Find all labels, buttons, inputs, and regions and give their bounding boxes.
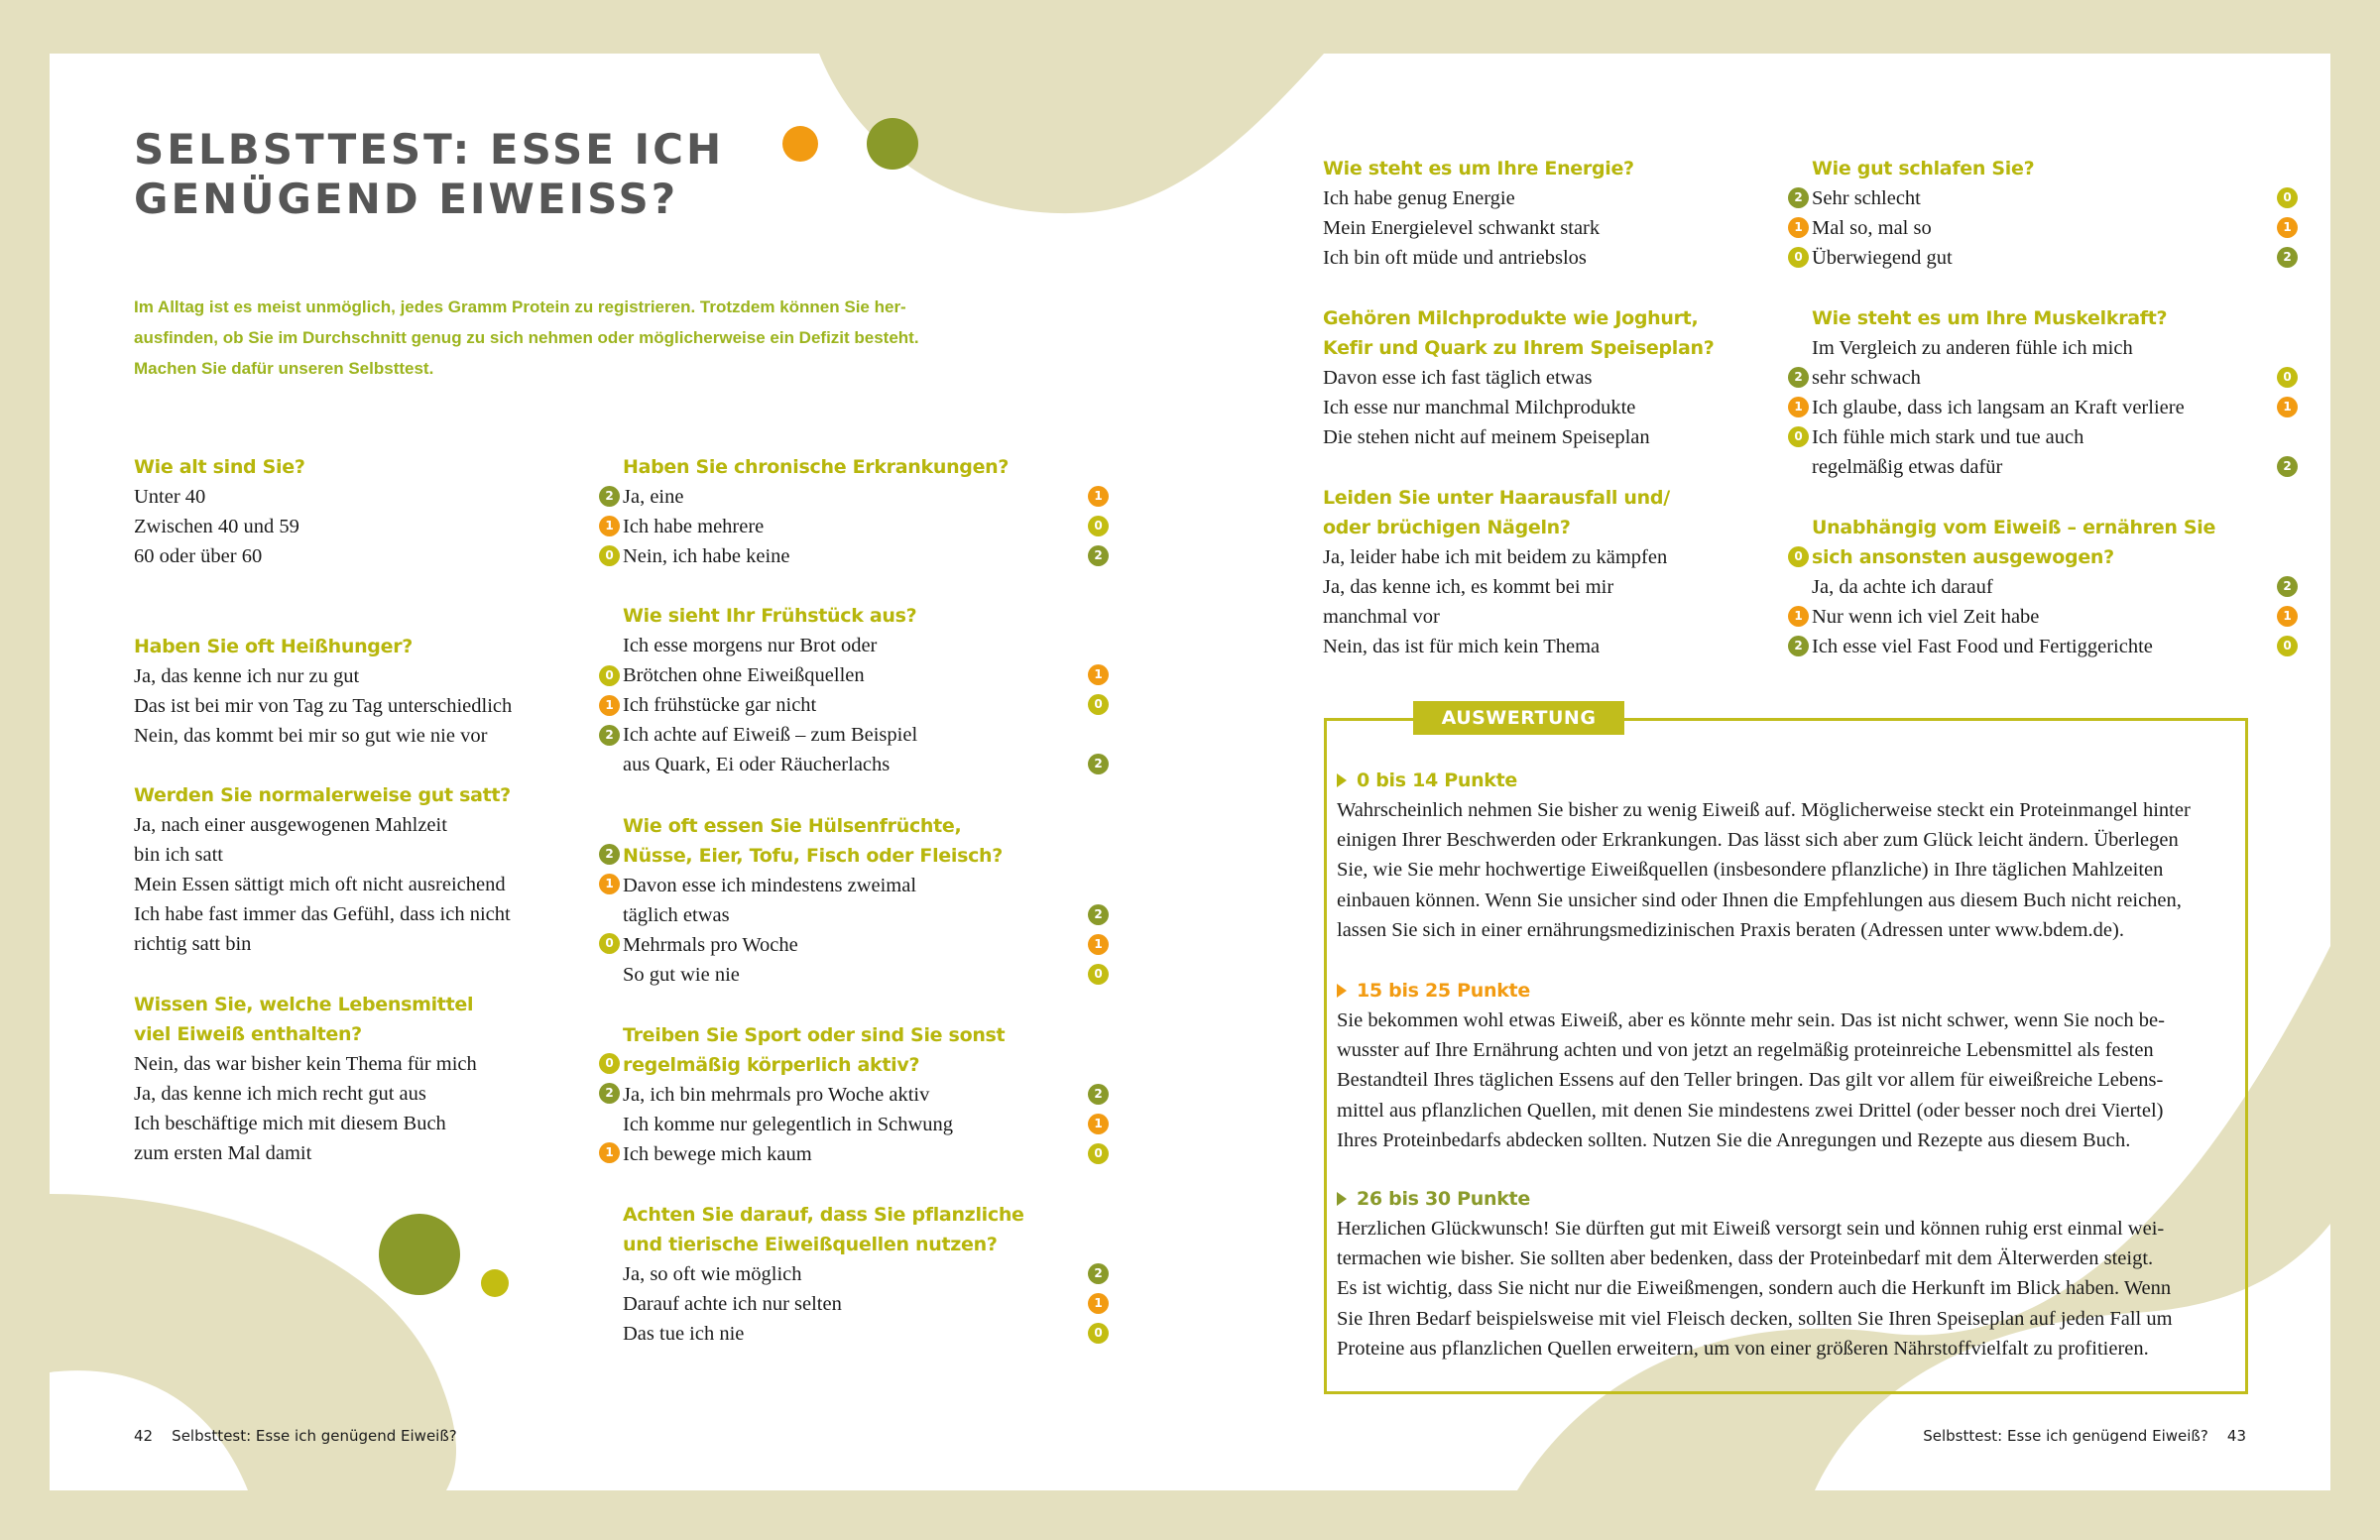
points-badge: 0 [2277,636,2298,656]
answer-option [1323,213,1809,243]
answer-text: Ich esse viel Fast Food und Fertiggerichte [1812,636,2153,657]
question-block [623,1020,1109,1169]
answer-text: Ich bin oft müde und antriebslos [1323,247,1587,269]
answer-option [134,721,620,751]
points-badge: 1 [1088,486,1109,507]
answer-text: Zwischen 40 und 59 [134,516,299,537]
points-badge: 0 [599,665,620,686]
question-block [623,1200,1109,1349]
score-description: Wahrscheinlich nehmen Sie bisher zu wenig Eiweiß auf. Möglicherweise steckt ein Proteinmangel hinter einigen Ihrer Beschwerden oder Erkrankungen. Das lässt sich aber zum Glück leicht ändern. Überlegen Sie, wie Sie mehr hochwertige Eiweißquellen (insbesondere pflanzliche) in Ihre täglichen Mahlzeiten einbauen können. Wenn Sie unsicher sind oder Ihnen die Empfehlungen aus diesem Buch nicht reichen, lassen Sie sich in einer ernährungsmedizinischen Praxis beraten (Adressen unter www.bdem.de). [1337,799,2191,941]
answer-text: Ich beschäftige mich mit diesem Buch zum ersten Mal damit [134,1113,446,1164]
answer-option [1812,183,2298,213]
answer-text: Überwiegend gut [1812,247,1953,269]
question-block [623,452,1109,571]
points-badge: 0 [1088,516,1109,536]
points-badge: 0 [1088,1323,1109,1344]
answer-option [1323,422,1809,452]
triangle-bullet-icon [1337,773,1347,787]
answer-option [623,1289,1109,1319]
question-heading: Wie alt sind Sie? [134,456,305,478]
points-badge: 0 [1088,964,1109,985]
points-badge: 2 [1788,187,1809,208]
points-badge: 0 [599,1053,620,1074]
evaluation-section [1337,1184,2234,1363]
points-badge: 2 [1088,754,1109,774]
answer-text: Das ist bei mir von Tag zu Tag unterschiedlich [134,695,513,717]
answer-option [623,1259,1109,1289]
answer-text: Ich achte auf Eiweiß – zum Beispiel aus Quark, Ei oder Räucherlachs [623,724,918,775]
answer-option [623,512,1109,541]
points-badge: 2 [599,1083,620,1104]
points-badge: 1 [599,874,620,894]
points-badge: 2 [599,486,620,507]
answer-option [1323,632,1809,661]
answer-text: Mehrmals pro Woche [623,934,798,956]
running-title-left: Selbsttest: Esse ich genügend Eiweiß? [172,1427,457,1445]
answer-text: Darauf achte ich nur selten [623,1293,842,1315]
question-block [1323,154,1809,273]
evaluation-section [1337,766,2234,945]
points-badge: 1 [599,1142,620,1163]
score-range-text: 26 bis 30 Punkte [1357,1188,1530,1210]
olive-dot-large [379,1214,460,1295]
answer-text: Mein Essen sättigt mich oft nicht ausreichend [134,874,506,895]
answer-option [134,512,620,541]
points-badge: 1 [2277,217,2298,238]
points-badge: 1 [1088,1114,1109,1134]
answer-text: Ich habe fast immer das Gefühl, dass ich nicht richtig satt bin [134,903,511,955]
answer-option [134,899,620,959]
answer-text: Davon esse ich mindestens zweimal täglich etwas [623,875,917,926]
intro-text: Im Alltag ist es meist unmöglich, jedes Gramm Protein zu registrieren. Trotzdem können Sie her- ausfinden, ob Sie im Durchschnitt genug zu sich nehmen oder möglicherweise ein Defizit besteht. Machen Sie dafür unseren Selbsttest. [134,297,919,378]
answer-text: Ja, das kenne ich, es kommt bei mir manchmal vor [1323,576,1614,628]
question-block [134,452,620,571]
answer-text: Ich komme nur gelegentlich in Schwung [623,1114,954,1135]
question-heading: Gehören Milchprodukte wie Joghurt, Kefir und Quark zu Ihrem Speiseplan? [1323,307,1715,359]
answer-text: Ja, das kenne ich mich recht gut aus [134,1083,426,1105]
question-block [1812,513,2298,661]
answer-text: So gut wie nie [623,964,740,986]
answer-option [1812,572,2298,602]
answer-text: Mal so, mal so [1812,217,1932,239]
answer-text: Die stehen nicht auf meinem Speiseplan [1323,426,1650,448]
page-number-right: 43 [2226,1427,2246,1445]
score-range-heading [1337,976,2234,1006]
answer-text: Im Vergleich zu anderen fühle ich mich sehr schwach [1812,337,2133,389]
question-heading: Wie gut schlafen Sie? [1812,158,2035,179]
question-heading: Wie oft essen Sie Hülsenfrüchte, Nüsse, Eier, Tofu, Fisch oder Fleisch? [623,815,1004,867]
answer-option [1323,363,1809,393]
points-badge: 0 [599,545,620,566]
answer-text: 60 oder über 60 [134,545,263,567]
question-block [623,601,1109,779]
score-range-heading [1337,1184,2234,1214]
score-range-heading [1337,766,2234,795]
answer-option [1323,572,1809,632]
answer-option [623,930,1109,960]
question-heading: Haben Sie oft Heißhunger? [134,636,413,657]
score-range-text: 15 bis 25 Punkte [1357,980,1530,1002]
answer-text: Ich glaube, dass ich langsam an Kraft verliere [1812,397,2185,418]
answer-option [1323,183,1809,213]
answer-option [134,482,620,512]
page-title-text: SELBSTTEST: ESSE ICH GENÜGEND EIWEISS? [134,125,725,223]
answer-option [134,810,620,870]
triangle-bullet-icon [1337,1192,1347,1206]
question-heading: Unabhängig vom Eiweiß – ernähren Sie sich ansonsten ausgewogen? [1812,517,2216,568]
points-badge: 0 [2277,367,2298,388]
points-badge: 1 [2277,397,2298,417]
points-badge: 1 [1088,1293,1109,1314]
answer-text: Nein, das kommt bei mir so gut wie nie vor [134,725,488,747]
answer-option [134,661,620,691]
answer-option [1812,393,2298,422]
points-badge: 0 [1788,247,1809,268]
answer-text: Ich frühstücke gar nicht [623,694,817,716]
points-badge: 2 [2277,456,2298,477]
points-badge: 2 [599,844,620,865]
answer-option [623,1080,1109,1110]
question-heading: Leiden Sie unter Haarausfall und/ oder brüchigen Nägeln? [1323,487,1670,538]
question-heading: Haben Sie chronische Erkrankungen? [623,456,1010,478]
answer-option [1323,393,1809,422]
answer-text: Unter 40 [134,486,206,508]
answer-option [1812,333,2298,393]
answer-option [623,1139,1109,1169]
question-block [134,632,620,751]
answer-option [1812,422,2298,482]
points-badge: 2 [2277,576,2298,597]
question-heading: Werden Sie normalerweise gut satt? [134,784,511,806]
score-range-text: 0 bis 14 Punkte [1357,770,1518,791]
question-heading: Wissen Sie, welche Lebensmittel viel Eiweiß enthalten? [134,994,474,1045]
question-block [1323,483,1809,661]
question-block [1812,303,2298,482]
answer-option [623,960,1109,990]
points-badge: 1 [1788,397,1809,417]
answer-option [134,691,620,721]
footer-right [1923,1427,2246,1445]
answer-text: Mein Energielevel schwankt stark [1323,217,1601,239]
answer-option [134,1079,620,1109]
question-heading: Treiben Sie Sport oder sind Sie sonst regelmäßig körperlich aktiv? [623,1024,1006,1076]
points-badge: 1 [1088,664,1109,685]
answer-option [1812,602,2298,632]
answer-text: Ich habe genug Energie [1323,187,1515,209]
points-badge: 0 [1088,1143,1109,1164]
answer-text: Nein, ich habe keine [623,545,790,567]
answer-text: Ich fühle mich stark und tue auch regelmäßig etwas dafür [1812,426,2084,478]
question-heading: Wie steht es um Ihre Muskelkraft? [1812,307,2168,329]
question-block [1323,303,1809,452]
answer-option [1812,632,2298,661]
evaluation-section [1337,976,2234,1155]
points-badge: 2 [1088,1084,1109,1105]
answer-text: Ich habe mehrere [623,516,765,537]
points-badge: 0 [1788,546,1809,567]
answer-text: Ja, nach einer ausgewogenen Mahlzeit bin ich satt [134,814,447,866]
answer-option [1323,542,1809,572]
book-spread [50,54,2330,1490]
answer-text: Ich esse nur manchmal Milchprodukte [1323,397,1636,418]
points-badge: 1 [599,695,620,716]
answer-text: Ich bewege mich kaum [623,1143,812,1165]
answer-option [623,871,1109,930]
points-badge: 0 [1088,694,1109,715]
page-title [134,125,724,224]
answer-text: Davon esse ich fast täglich etwas [1323,367,1593,389]
answer-option [134,541,620,571]
answer-option [623,631,1109,690]
points-badge: 1 [1788,217,1809,238]
answer-text: Ich esse morgens nur Brot oder Brötchen ohne Eiweißquellen [623,635,878,686]
points-badge: 0 [599,933,620,954]
answer-text: Nein, das ist für mich kein Thema [1323,636,1601,657]
points-badge: 0 [1788,426,1809,447]
answer-text: Ja, ich bin mehrmals pro Woche aktiv [623,1084,930,1106]
question-block [134,990,620,1168]
points-badge: 2 [1088,904,1109,925]
points-badge: 2 [1788,367,1809,388]
answer-option [134,1109,620,1168]
question-heading: Achten Sie darauf, dass Sie pflanzliche und tierische Eiweißquellen nutzen? [623,1204,1024,1255]
score-description: Herzlichen Glückwunsch! Sie dürften gut mit Eiweiß versorgt sein und können ruhig erst einmal wei- termachen wie bisher. Sie sollten aber bedenken, dass der Proteinbedarf mit dem Älterwerden steigt. Es ist wichtig, dass Sie nicht nur die Eiweißmengen, sondern auch die Herkunft im Blick haben. Wenn Sie Ihren Bedarf beispielsweise mit viel Fleisch decken, sollten Sie Ihren Speiseplan auf jeden Fall um Proteine aus pflanzlichen Quellen erweitern, um von einer größeren Nährstoffvielfalt zu profitieren. [1337,1218,2173,1360]
answer-text: Ja, das kenne ich nur zu gut [134,665,360,687]
question-block [134,780,620,959]
question-block [623,811,1109,990]
answer-option [623,1319,1109,1349]
answer-option [623,482,1109,512]
answer-option [1812,213,2298,243]
question-heading: Wie sieht Ihr Frühstück aus? [623,605,917,627]
answer-option [623,1110,1109,1139]
points-badge: 2 [1088,1263,1109,1284]
points-badge: 0 [2277,187,2298,208]
answer-text: Sehr schlecht [1812,187,1921,209]
points-badge: 2 [2277,247,2298,268]
answer-text: Ja, so oft wie möglich [623,1263,802,1285]
answer-option [623,541,1109,571]
score-description: Sie bekommen wohl etwas Eiweiß, aber es könnte mehr sein. Das ist nicht schwer, wenn Sie noch be- wusster auf Ihre Ernährung achten und von jetzt an regelmäßig proteinreiche Lebensmittel als festen Bestandteil Ihres täglichen Essens auf den Teller bringen. Das gilt vor allem für eiweißreiche Lebens- mittel aus pflanzlichen Quellen, mit denen Sie mindestens zwei Drittel (oder besser noch drei Viertel) Ihres Proteinbedarfs abdecken sollten. Nutzen Sie die Anregungen und Rezepte aus diesem Buch. [1337,1009,2165,1151]
answer-text: Ja, eine [623,486,684,508]
yellow-dot-small [481,1269,509,1297]
answer-option [134,1049,620,1079]
olive-dot [867,118,918,170]
orange-dot [782,126,818,162]
triangle-bullet-icon [1337,984,1347,998]
points-badge: 2 [1788,636,1809,656]
evaluation-label: AUSWERTUNG [1413,701,1624,735]
answer-option [623,690,1109,720]
page-number-left: 42 [134,1427,154,1445]
answer-text: Das tue ich nie [623,1323,745,1345]
answer-text: Ja, da achte ich darauf [1812,576,1993,598]
answer-text: Nein, das war bisher kein Thema für mich [134,1053,477,1075]
question-block [1812,154,2298,273]
answer-option [134,870,620,899]
points-badge: 1 [1788,606,1809,627]
question-heading: Wie steht es um Ihre Energie? [1323,158,1634,179]
answer-option [1323,243,1809,273]
points-badge: 1 [1088,934,1109,955]
answer-option [1812,243,2298,273]
answer-option [623,720,1109,779]
answer-text: Nur wenn ich viel Zeit habe [1812,606,2040,628]
running-title-right: Selbsttest: Esse ich genügend Eiweiß? [1923,1427,2208,1445]
points-badge: 1 [599,516,620,536]
points-badge: 2 [599,725,620,746]
points-badge: 2 [1088,545,1109,566]
answer-text: Ja, leider habe ich mit beidem zu kämpfen [1323,546,1668,568]
footer-left [134,1427,457,1445]
points-badge: 1 [2277,606,2298,627]
